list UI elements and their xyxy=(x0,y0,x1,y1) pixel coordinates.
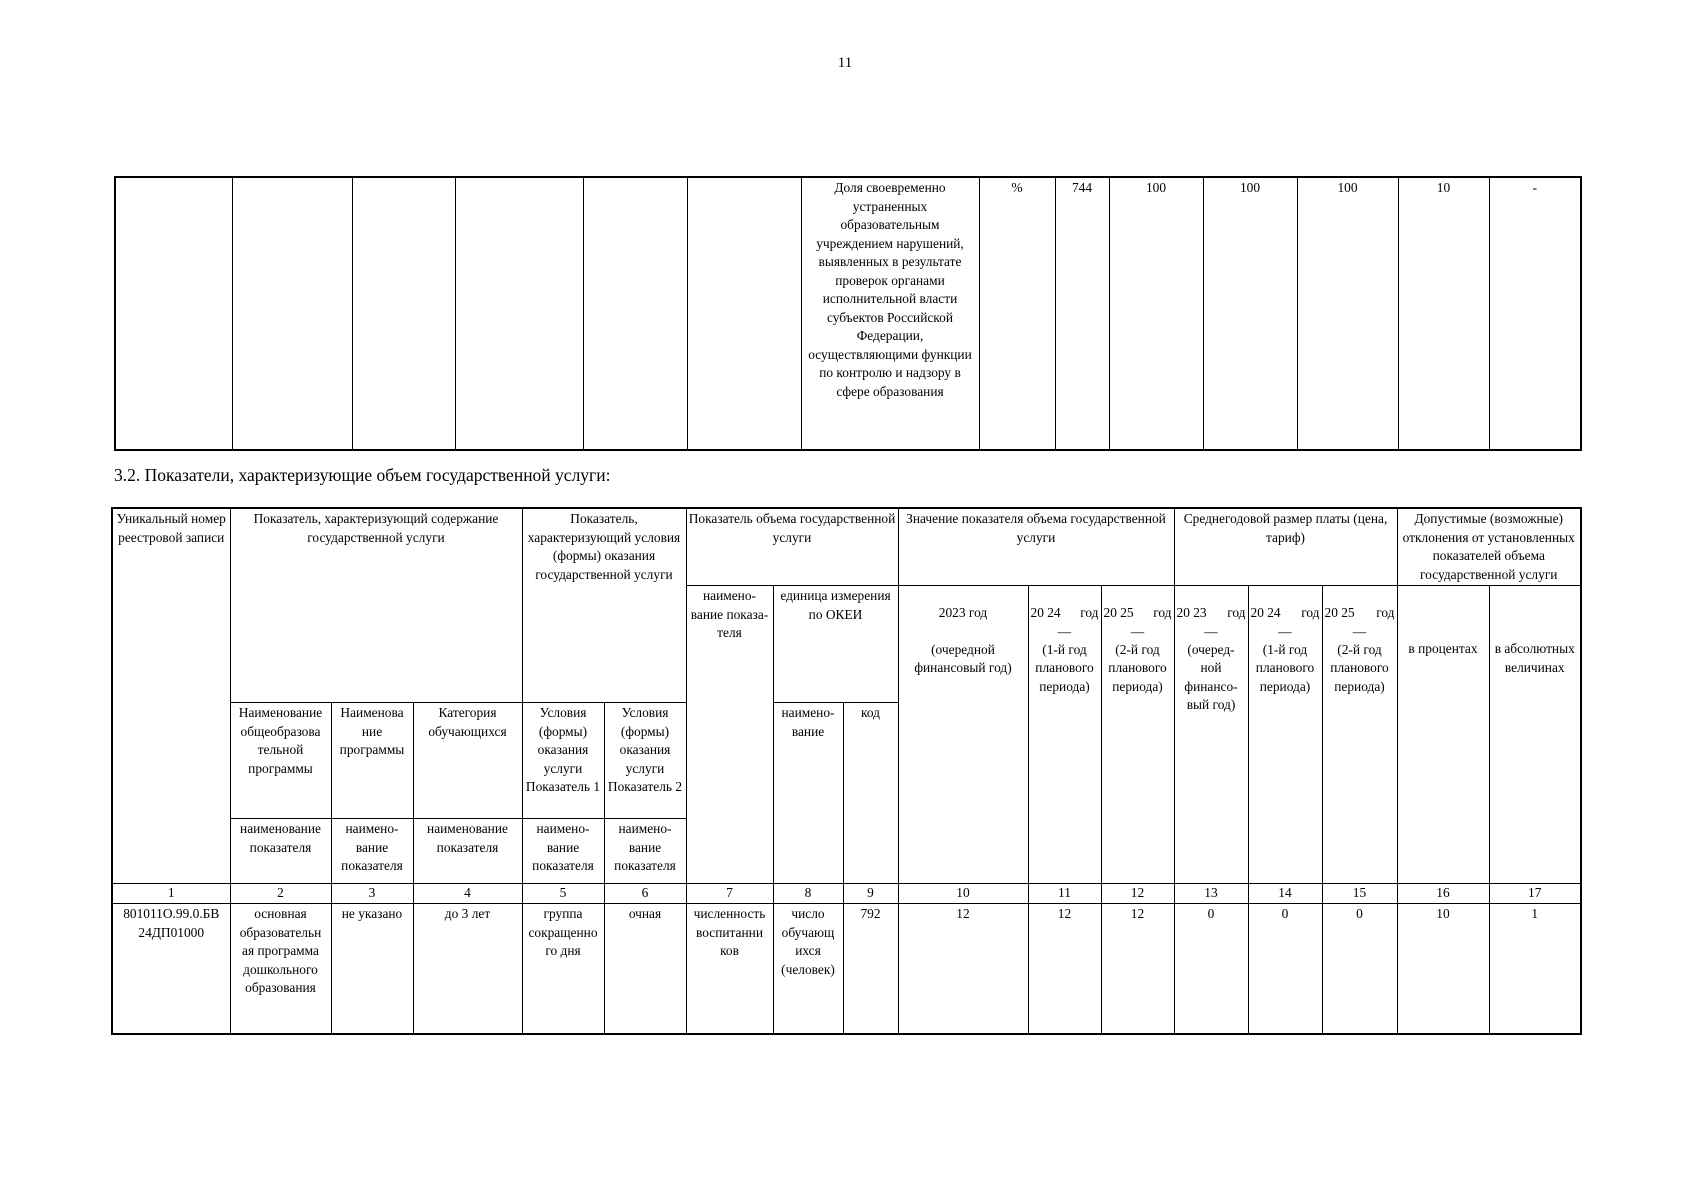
value-2024-cell: 100 xyxy=(1203,177,1297,450)
column-number: 6 xyxy=(604,884,686,904)
unit-cell: % xyxy=(979,177,1055,450)
plan-period-label: (1-й год планового периода) xyxy=(1035,641,1094,694)
condition-1-header: Условия (формы) оказания услуги Показатель 1 xyxy=(522,703,604,819)
empty-cell xyxy=(115,177,232,450)
indicator-name-subheader: наименование показателя xyxy=(230,819,331,884)
year-word: год xyxy=(1080,605,1099,620)
column-number: 5 xyxy=(522,884,604,904)
program-label-header: Наименова ние программы xyxy=(331,703,413,819)
condition-2-cell: очная xyxy=(604,904,686,1035)
year-number: 20 25 xyxy=(1324,605,1355,620)
column-number: 17 xyxy=(1489,884,1581,904)
year-word: год xyxy=(1301,605,1320,620)
column-number: 16 xyxy=(1397,884,1489,904)
value-2023-cell: 100 xyxy=(1109,177,1203,450)
empty-cell xyxy=(583,177,687,450)
fee-year-2025-header: 20 25 год — (2-й год планового периода) xyxy=(1322,586,1397,884)
column-numbers-row xyxy=(112,884,1581,904)
column-number: 7 xyxy=(686,884,773,904)
year-number: 20 25 xyxy=(1103,605,1134,620)
column-number: 9 xyxy=(843,884,898,904)
column-number: 12 xyxy=(1101,884,1174,904)
year-word: год xyxy=(1153,605,1172,620)
deviation-percent-cell: 10 xyxy=(1398,177,1489,450)
column-number: 15 xyxy=(1322,884,1397,904)
year-2023-header xyxy=(898,586,1028,884)
quality-indicator-name: Доля своевременно устраненных образовательным учреждением нарушений, выявленных в результате проверок органами исполнительной власти субъектов Российской Федерации, осуществляющими функции по контролю и надзору в сфере образования xyxy=(801,177,979,450)
fee-year-2023-header: 20 23 год — (очеред- ной финансо- вый год) xyxy=(1174,586,1248,884)
year-number: 20 23 xyxy=(1176,605,1207,620)
deviation-abs-cell: - xyxy=(1489,177,1581,450)
value-2025-cell: 12 xyxy=(1101,904,1174,1035)
fee-year-2024-header: 20 24 год — (1-й год планового периода) xyxy=(1248,586,1322,884)
unique-number-header: Уникальный номер реестровой записи xyxy=(112,508,230,884)
condition-2-header: Условия (формы) оказания услуги Показатель 2 xyxy=(604,703,686,819)
program-label-cell: не указано xyxy=(331,904,413,1035)
unit-code-cell: 792 xyxy=(843,904,898,1035)
plan-period-label: (1-й год планового периода) xyxy=(1255,641,1315,694)
unique-number-cell: 801011О.99.0.БВ 24ДП01000 xyxy=(112,904,230,1035)
deviation-abs-header: в абсолютных величинах xyxy=(1489,586,1581,884)
empty-cell xyxy=(352,177,455,450)
fee-2025-cell: 0 xyxy=(1322,904,1397,1035)
empty-cell xyxy=(687,177,801,450)
quality-indicator-table xyxy=(114,176,1582,451)
allowed-deviation-header: Допустимые (возможные) отклонения от установленных показателей объема государственной услуги xyxy=(1397,508,1581,586)
table-row xyxy=(115,177,1581,450)
column-number: 10 xyxy=(898,884,1028,904)
value-2025-cell: 100 xyxy=(1297,177,1398,450)
column-number: 13 xyxy=(1174,884,1248,904)
year-2023-label: 2023 год xyxy=(938,605,988,620)
value-2023-cell: 12 xyxy=(898,904,1028,1035)
indicator-name-cell: численность воспитанни ков xyxy=(686,904,773,1035)
plan-period-label: (2-й год планового периода) xyxy=(1108,641,1167,694)
okei-code-cell: 744 xyxy=(1055,177,1109,450)
next-year-label: (очеред- ной финансо- вый год) xyxy=(1184,641,1238,712)
volume-indicator-table xyxy=(111,507,1582,1035)
volume-value-header: Значение показателя объема государственной услуги xyxy=(898,508,1174,586)
indicator-name-header: наимено- вание показа- теля xyxy=(686,586,773,884)
program-name-cell: основная образовательн ая программа дошкольного образования xyxy=(230,904,331,1035)
unit-name-header: наимено- вание xyxy=(773,703,843,884)
year-2024-header: 20 24 год — (1-й год планового периода) xyxy=(1028,586,1101,884)
deviation-abs-cell: 1 xyxy=(1489,904,1581,1035)
year-number: 20 24 xyxy=(1250,605,1281,620)
conditions-indicator-header: Показатель, характеризующий условия (формы) оказания государственной услуги xyxy=(522,508,686,703)
year-word: год xyxy=(1227,605,1246,620)
column-number: 1 xyxy=(112,884,230,904)
year-word: год xyxy=(1376,605,1395,620)
column-number: 8 xyxy=(773,884,843,904)
avg-fee-header: Среднегодовой размер платы (цена, тариф) xyxy=(1174,508,1397,586)
indicator-name-subheader: наимено- вание показателя xyxy=(331,819,413,884)
year-2025-header: 20 25 год — (2-й год планового периода) xyxy=(1101,586,1174,884)
next-year-label: (очередной финансовый год) xyxy=(914,641,1012,675)
volume-indicator-header: Показатель объема государственной услуги xyxy=(686,508,898,586)
empty-cell xyxy=(455,177,583,450)
condition-1-cell: группа сокращенно го дня xyxy=(522,904,604,1035)
indicator-name-subheader: наимено- вание показателя xyxy=(522,819,604,884)
plan-period-label: (2-й год планового периода) xyxy=(1330,641,1389,694)
unit-code-header: код xyxy=(843,703,898,884)
unit-okei-header: единица измерения по ОКЕИ xyxy=(773,586,898,703)
deviation-percent-cell: 10 xyxy=(1397,904,1489,1035)
section-title: 3.2. Показатели, характеризующие объем государственной услуги: xyxy=(114,465,611,485)
program-name-header: Наименование общеобразова тельной программы xyxy=(230,703,331,819)
category-header: Категория обучающихся xyxy=(413,703,522,819)
column-number: 3 xyxy=(331,884,413,904)
category-cell: до 3 лет xyxy=(413,904,522,1035)
value-2024-cell: 12 xyxy=(1028,904,1101,1035)
indicator-name-subheader: наименование показателя xyxy=(413,819,522,884)
column-number: 2 xyxy=(230,884,331,904)
year-number: 20 24 xyxy=(1030,605,1061,620)
indicator-name-subheader: наимено- вание показателя xyxy=(604,819,686,884)
header-row xyxy=(112,508,1581,586)
column-number: 14 xyxy=(1248,884,1322,904)
column-number: 4 xyxy=(413,884,522,904)
content-indicator-header: Показатель, характеризующий содержание государственной услуги xyxy=(230,508,522,703)
page-number: 11 xyxy=(837,55,853,71)
table-row xyxy=(112,904,1581,1035)
fee-2023-cell: 0 xyxy=(1174,904,1248,1035)
empty-cell xyxy=(232,177,352,450)
fee-2024-cell: 0 xyxy=(1248,904,1322,1035)
column-number: 11 xyxy=(1028,884,1101,904)
deviation-percent-header: в процентах xyxy=(1397,586,1489,884)
unit-name-cell: число обучающ ихся (человек) xyxy=(773,904,843,1035)
